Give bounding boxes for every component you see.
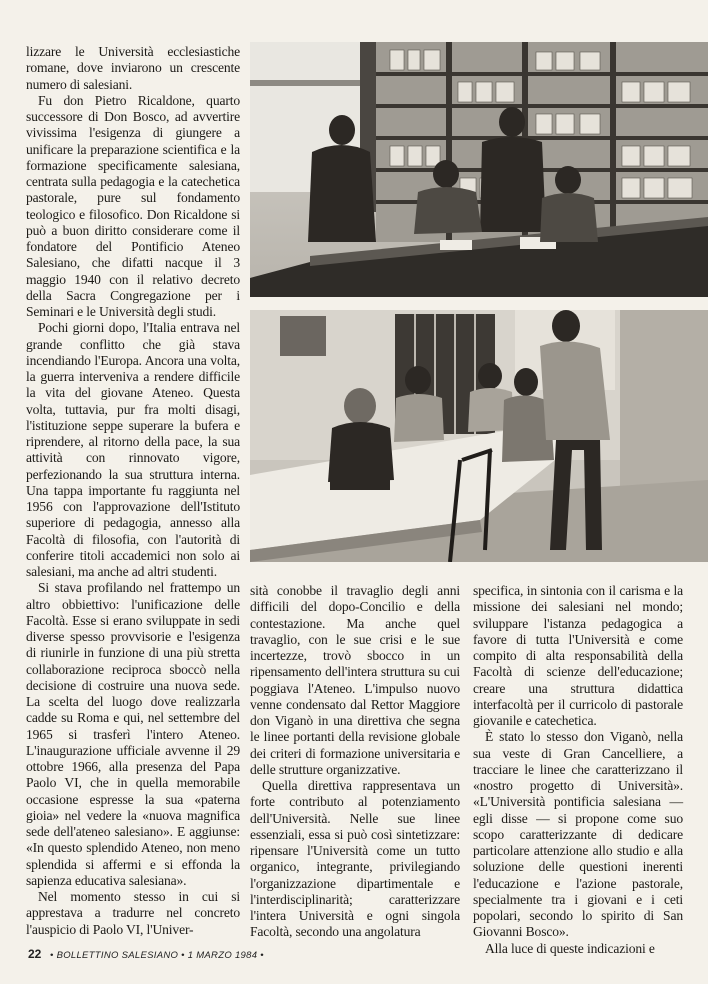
paragraph: È stato lo stesso don Viganò, nella sua veste di Gran Cancelliere, a tracciare le linee che caratterizzano il «nostro progetto di Università». «L'Università pontificia salesiana — egli disse — si propone come suo scopo caratterizzante di dedicare particolare attenzione allo studio e alla soluzione delle questioni inerenti l'educazione e l'azione pastorale, specialmente tra i giovani e i ceti popolari, secondo lo spirito di San Giovanni Bosco».	[473, 729, 683, 940]
paragraph: sità conobbe il travaglio degli anni difficili del dopo-Concilio e della contestazione. Ma anche quel travaglio, con le sue crisi e le sue incertezze, trovò sbocco in un ripensamento dell'intera struttura su cui poggiava l'Ateneo. L'impulso nuovo venne condensato dal Rettor Maggiore don Viganò in una direttiva che segna le linee portanti della revisione globale dei criteri di formazione universitaria e delle strutture organizzative.	[250, 583, 460, 777]
page-number: 22	[28, 947, 42, 961]
paragraph: Fu don Pietro Ricaldone, quarto successore di Don Bosco, ad avvertire vivissima l'esigenza di giungere a unificare la preparazione scientifica e la formazione specificamente salesiana, centrata sulla pedagogia e la catechetica pastorale, pure sul fondamento teologico e filosofico. Don Ricaldone si può a buon diritto considerare come il fondatore del Pontificio Ateneo Salesiano, che difatti nacque il 3 maggio 1940 con il relativo decreto della Sacra Congregazione per i Seminari e le Università degli studi.	[26, 92, 240, 319]
article-column-right	[473, 583, 683, 957]
article-column-left	[26, 44, 240, 938]
library-photo-drawing	[250, 42, 708, 297]
library-room-with-students-photo	[250, 42, 708, 297]
students-photo-drawing	[250, 310, 708, 562]
students-at-table-photo	[250, 310, 708, 562]
paragraph: specifica, in sintonia con il carisma e la missione dei salesiani nel mondo; sviluppare l'istanza pedagogica a favore di tutta l'Università e come compito di alta responsabilità della Facoltà di scienze dell'educazione; creare una struttura didattica interfacoltà per il curricolo di pastorale giovanile e catechetica.	[473, 583, 683, 728]
article-column-middle	[250, 583, 460, 941]
page-footer	[28, 947, 264, 961]
magazine-issue-label: • BOLLETTINO SALESIANO • 1 MARZO 1984 •	[50, 950, 264, 961]
paragraph: lizzare le Università ecclesiastiche romane, dove inviarono un crescente numero di salesiani.	[26, 44, 240, 92]
paragraph: Si stava profilando nel frattempo un altro obbiettivo: l'unificazione delle Facoltà. Esse si erano sviluppate in sedi diverse spesso provvisorie e l'esigenza di riunirle in funzione di una più stretta collaborazione reciproca sboccò nella decisione di costruire una nuova sede. La scelta del luogo dove realizzarla cadde su Roma e qui, nel settembre del 1965 si trasferì l'intero Ateneo. L'inaugurazione ufficiale avvenne il 29 ottobre 1966, alla presenza del Papa Paolo VI, che in quella memorabile occasione espresse la sua «paterna gioia» nel vedere la «nuova magnifica sede dell'ateneo salesiano». E aggiunse: «In questo splendido Ateneo, non meno splendida si affermi e si effonda la sapienza educativa salesiana».	[26, 580, 240, 888]
paragraph: Quella direttiva rappresentava un forte contributo al potenziamento dell'Università. Nelle sue linee essenziali, essa si può così sintetizzare: ripensare l'Università come un tutto organico, integrante, privilegiando l'organizzazione dipartimentale e l'interdisciplinarità; caratterizzare l'intera Università e ogni singola Facoltà, secondo una angolatura	[250, 778, 460, 940]
paragraph: Nel momento stesso in cui si apprestava a tradurre nel concreto l'auspicio di Paolo VI, l'Univer-	[26, 889, 240, 937]
paragraph: Pochi giorni dopo, l'Italia entrava nel grande conflitto che già stava incendiando l'Europa. Ancora una volta, la guerra interveniva a rendere difficile la vita del giovane Ateneo. Questa volta, tuttavia, pur fra molti disagi, l'istituzione seppe superare la bufera e riprendere, al ritorno della pace, la sua attività con rinnovato vigore, perfezionando la sua struttura interna. Una tappa importante fu raggiunta nel 1956 con l'approvazione dell'Istituto superiore di pedagogia, annesso alla Facoltà di filosofia, con l'autorità di conferire titoli accademici non solo ai salesiani, ma anche ad altri studenti.	[26, 320, 240, 579]
paragraph: Alla luce di queste indicazioni e	[485, 940, 655, 956]
